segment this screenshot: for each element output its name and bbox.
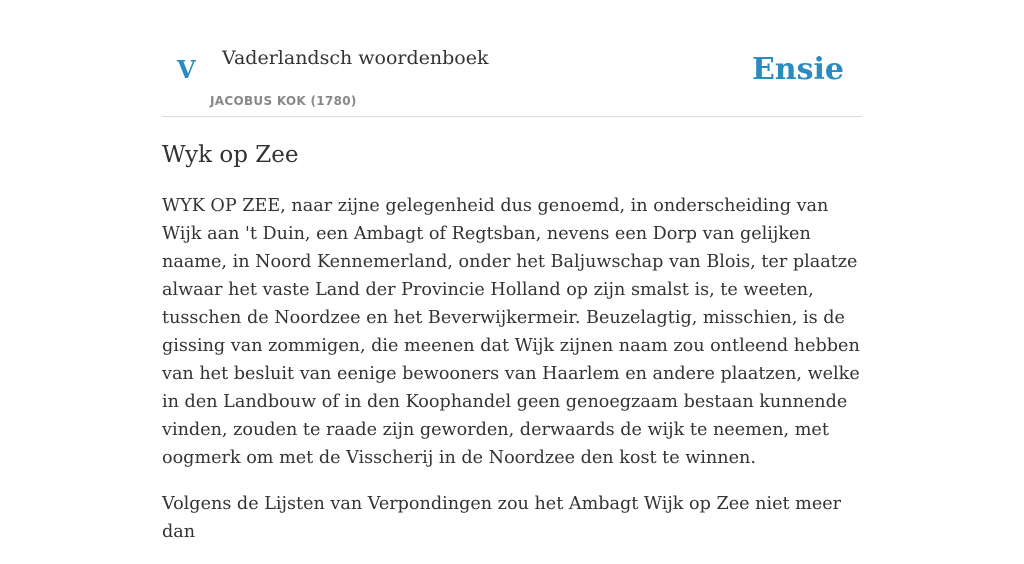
book-title-link[interactable]: Vaderlandsch woordenboek: [222, 47, 489, 69]
entry-paragraph-1: WYK OP ZEE, naar zijne gelegenheid dus genoemd, in onderscheiding van Wijk aan 't Duin, een Ambagt of Regtsban, nevens een Dorp van gelijken naame, in Noord Kennemerland, onder het Baljuwschap van Blois, ter plaatze alwaar het vaste Land der Provincie Holland op zijn smalst is, te weeten, tusschen de Noordzee en het Beverwijkermeir. Beuzelagtig, misschien, is de gissing van zommigen, die meenen dat Wijk zijnen naam zou ontleend hebben van het besluit van eenige bewooners van Haarlem en andere plaatzen, welke in den Landbouw of in den Koophandel geen genoegzaam bestaan kunnende vinden, zouden te raade zijn geworden, derwaards de wijk te neemen, met oogmerk om met de Visscherij in de Noordzee den kost te winnen.: [162, 196, 860, 468]
entry-article: [162, 138, 862, 564]
book-initial-icon: V: [177, 55, 196, 84]
entry-title: Wyk op Zee: [162, 142, 299, 168]
entry-paragraph-2: Volgens de Lijsten van Verpondingen zou het Ambagt Wijk op Zee niet meer dan: [162, 494, 842, 542]
book-header: [162, 0, 862, 117]
book-author: JACOBUS KOK (1780): [210, 94, 357, 108]
ensie-logo[interactable]: Ensie: [751, 52, 844, 87]
